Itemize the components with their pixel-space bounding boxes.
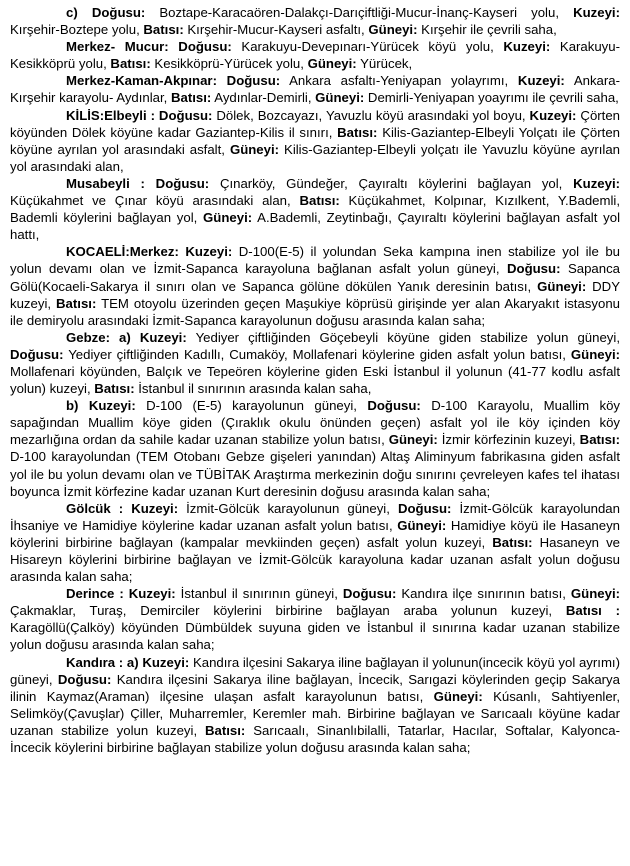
- text-run: D-100 (E-5) karayolunun güneyi,: [135, 398, 368, 414]
- text-run: D-100 karayolundan (TEM Otobanı Gebze gişeleri yanından) Altaş Aliminyum fabrikasına giden asfalt yol ile bu yolun devamı olan ve TÜBİTAK Araştırma merkezinin doğu sınırını çevreleyen kafes tel ihatası boyunca İzmit körfezine kadar uzanan Kurt deresinin doğusu arasında kalan saha;: [10, 449, 620, 499]
- text-run: Yürücek,: [356, 56, 413, 72]
- text-run: Demirli-Yeniyapan yoayrımı ile çevrili saha,: [364, 90, 619, 106]
- text-run: Sarıcaalı, Sinanlıbilalli, Tatarlar, Hacılar, Softalar, Kalyonca- İncecik köylerini birbirine bağlayan stabilize yolun doğusu arasında kalan saha;: [10, 722, 620, 756]
- text-run: Kırşehir ile çevrili saha,: [417, 22, 557, 38]
- bold-label: Güneyi:: [229, 141, 280, 157]
- bold-label: Güneyi:: [388, 432, 438, 448]
- bold-label: Batısı:: [94, 381, 135, 397]
- bold-label: Doğusu:: [57, 671, 112, 687]
- text-run: Sapanca Gölü(Kocaeli-Sakarya il sınırı olan ve Sapanca gölüne dökülen Yanık deresinin batısı,: [10, 261, 620, 294]
- bold-label: Gebze: a) Kuzeyi:: [66, 329, 187, 345]
- paragraph: [10, 72, 620, 106]
- bold-label: Güneyi:: [570, 346, 620, 362]
- paragraph: [10, 4, 620, 38]
- text-run: Kúsanlı, Sahtiyenler, Selimköy(Çavuşlar) Çiller, Muharremler, Keremler mah. Birbirine bağlayan ve Sarıcaalı köyüne kadar uzanan stabilize yolun kuzeyi,: [10, 688, 620, 738]
- text-run: Mollafenari köyünden, Balçık ve Tepeören köylerine giden Eski İstanbul il yolunun (41-77 kodlu asfalt yolun) kuzeyi,: [10, 363, 620, 397]
- bold-label: Batısı :: [565, 603, 621, 619]
- text-run: İzmir körfezinin kuzeyi,: [437, 432, 580, 448]
- text-run: Kırşehir-Mucur-Kayseri asfaltı,: [183, 22, 369, 38]
- bold-label: Güneyi:: [307, 56, 357, 72]
- text-run: Kırşehir-Boztepe yolu,: [10, 22, 144, 38]
- bold-label: Kuzeyi:: [517, 73, 565, 89]
- bold-label: Doğusu:: [397, 500, 452, 516]
- bold-label: Batısı:: [337, 124, 378, 140]
- bold-label: Batısı:: [492, 534, 533, 550]
- bold-label: Derince : Kuzeyi:: [66, 586, 176, 602]
- bold-label: Batısı:: [171, 90, 212, 106]
- text-run: D-100(E-5) il yolundan Seka kampına inen stabilize yol ile bu yolun devamı olan ve İzmit-Sapanca karayoluna bağlanan asfalt yolun güneyi,: [10, 244, 621, 277]
- paragraph: [10, 500, 620, 585]
- text-run: Yediyer çiftliğinden Kadıllı, Cumaköy, Mollafenari köylerine giden asfalt yolun batısı,: [63, 346, 571, 362]
- text-run: Karagöllü(Çalköy) köyünden Dümbüldek suyuna giden ve İstanbul il sınırına kadar uzanan stabilize yolun doğusu arasında kalan saha;: [10, 620, 620, 653]
- bold-label: Batısı:: [205, 722, 246, 738]
- text-run: Yediyer çiftliğinden Göçebeyli köyüne giden stabilize yolun güneyi,: [186, 329, 620, 345]
- text-run: TEM otoyolu üzerinden geçen Maşukiye köprüsü girişinde yer alan Akaryakıt istasyonu ile demiryolu arasındaki İzmit-Sapanca karayolunun doğusu arasında kalan saha;: [10, 295, 620, 328]
- bold-label: Batısı:: [299, 193, 340, 209]
- bold-label: Batısı:: [143, 22, 184, 38]
- bold-label: Güneyi:: [537, 278, 587, 294]
- bold-label: Doğusu:: [10, 346, 64, 362]
- paragraph: [10, 654, 620, 757]
- bold-label: Güneyi:: [433, 688, 483, 704]
- text-run: Kesikköprü-Yürücek yolu,: [150, 56, 308, 72]
- text-run: Küçükahmet, Kolpınar, Kızılkent, Y.Bademli, Bademli köylerini bağlayan yol,: [10, 193, 620, 226]
- paragraph: [10, 585, 620, 653]
- bold-label: Merkez- Mucur: Doğusu:: [66, 39, 232, 55]
- text-run: İstanbul il sınırının arasında kalan saha,: [134, 381, 372, 397]
- paragraph: [10, 175, 620, 243]
- text-run: Küçükahmet ve Çınar köyü arasındaki alan,: [10, 193, 300, 209]
- bold-label: Doğusu:: [506, 261, 561, 277]
- text-run: Çakmaklar, Turaş, Demirciler köylerini birbirine bağlayan araba yolunun kuzeyi,: [10, 603, 566, 619]
- paragraph: [10, 107, 620, 175]
- bold-label: Güneyi:: [570, 586, 620, 602]
- text-run: Ankara-Kırşehir karayolu- Aydınlar,: [10, 73, 620, 106]
- bold-label: KİLİS:Elbeyli : Doğusu:: [66, 107, 213, 123]
- bold-label: Kandıra : a) Kuzeyi:: [66, 654, 190, 670]
- text-run: Boztape-Karacaören-Dalakçı-Darıçiftliği-Mucur-İnanç-Kayseri yolu,: [145, 5, 574, 20]
- text-run: Çörten köyünden Dölek köyüne kadar Gaziantep-Kilis il sınırı,: [10, 107, 621, 140]
- text-run: İzmit-Gölcük karayolunun güneyi,: [178, 500, 398, 516]
- bold-label: Kuzeyi:: [529, 107, 577, 123]
- bold-label: Merkez-Kaman-Akpınar: Doğusu:: [66, 73, 281, 89]
- text-run: İstanbul il sınırının güneyi,: [175, 586, 343, 602]
- text-run: Dölek, Bozcayazı, Yavuzlu köyü arasındaki yol boyu,: [212, 107, 530, 123]
- paragraph: [10, 329, 620, 397]
- bold-label: Musabeyli : Doğusu:: [66, 175, 210, 191]
- text-run: Kilis-Gaziantep-Elbeyli yolçatı ile Yavuzlu köyüne ayrılan yol arasındaki alan,: [10, 141, 620, 174]
- text-run: Ankara asfaltı-Yeniyapan yolayrımı,: [280, 73, 518, 89]
- text-run: Kilis-Gaziantep-Elbeyli Yolçatı ile Çörten köyüne ayrılan yol arasındaki asfalt,: [10, 124, 620, 157]
- text-run: DDY kuzeyi,: [10, 278, 620, 311]
- paragraph: [10, 243, 620, 328]
- bold-label: Kuzeyi:: [503, 39, 551, 55]
- bold-label: Güneyi:: [368, 22, 418, 38]
- bold-label: Batısı:: [56, 295, 97, 311]
- bold-label: Kuzeyi:: [573, 175, 621, 191]
- text-run: Kandıra ilçesini Sakarya iline bağlayan il yolunun(incecik köyü yol ayrımı) güneyi,: [10, 654, 620, 687]
- text-run: Hasaneyn ve Hisareyn köylerini birbirine bağlayan ve İzmit-Gölcük karayoluna kadar uzanan asfalt yolun doğusu arasında kalan saha;: [10, 534, 621, 585]
- bold-label: KOCAELİ:Merkez: Kuzeyi:: [66, 244, 233, 260]
- bold-label: Kuzeyi:: [573, 5, 620, 20]
- text-run: D-100 Karayolu, Muallim köy sapağından Muallim köye giden (Çıraklık okulu önünden geçen) asfalt yol ile köy içinden köy mezarlığına ordan da sahile kadar uzanan stabilize yolun batısı,: [10, 398, 620, 448]
- bold-label: Batısı:: [110, 56, 151, 72]
- bold-label: b) Kuzeyi:: [66, 398, 136, 414]
- text-run: Hamidiye köyü ile Hasaneyn köylerini birbirine bağlayan (kampalar mevkiinden geçen) asfalt yolun kuzeyi,: [10, 517, 620, 550]
- bold-label: Gölcük : Kuzeyi:: [66, 500, 179, 516]
- text-run: İzmit-Gölcük karayolundan İhsaniye ve Hamidiye köylerine kadar uzanan asfalt yolun batısı,: [10, 500, 620, 533]
- bold-label: Güneyi:: [203, 210, 253, 226]
- text-run: Karakuyu-Kesikköprü yolu,: [10, 39, 621, 72]
- text-run: Karakuyu-Devepınarı-Yürücek köyü yolu,: [231, 39, 504, 55]
- bold-label: Güneyi:: [315, 90, 365, 106]
- bold-label: Güneyi:: [397, 517, 447, 533]
- bold-label: Doğusu:: [367, 398, 421, 414]
- text-run: Aydınlar-Demirli,: [211, 90, 316, 106]
- paragraph: [10, 38, 620, 72]
- paragraph: [10, 397, 620, 500]
- text-run: A.Bademli, Zeytinbağı, Çayıraltı köylerini bağlayan asfalt yol hattı,: [10, 210, 620, 243]
- text-run: Kandıra ilçesini Sakarya iline bağlayan, İncecik, Sarıgazi köylerinden geçip Sakarya ilinin Kaymaz(Araman) ilçesine ulaşan asfalt karayolunun batısı,: [10, 671, 620, 704]
- bold-label: c) Doğusu:: [66, 5, 146, 20]
- bold-label: Doğusu:: [342, 586, 397, 602]
- bold-label: Batısı:: [579, 432, 620, 448]
- text-run: Çınarköy, Gündeğer, Çayıraltı köylerini bağlayan yol,: [209, 175, 574, 191]
- text-run: Kandıra ilçe sınırının batısı,: [396, 586, 571, 602]
